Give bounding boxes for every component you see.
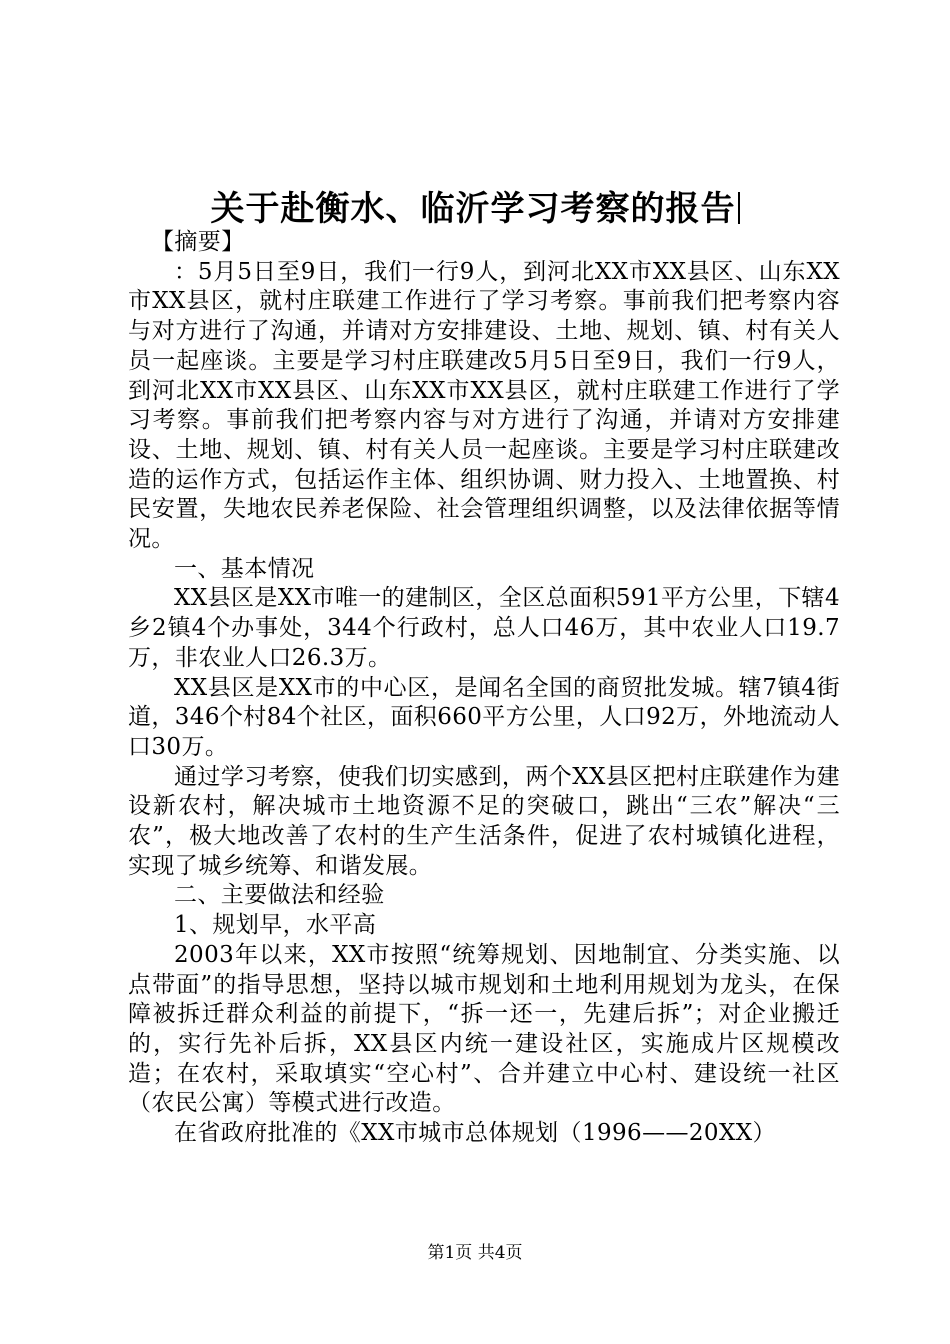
paragraph-district-2: XX县区是XX市的中心区，是闻名全国的商贸批发城。辖7镇4街道，346个村84个社区，面积660平方公里，人口92万，外地流动人口30万。 <box>128 674 840 760</box>
page-footer: 第1页 共4页 <box>427 1243 523 1263</box>
paragraph-district-1: XX县区是XX市唯一的建制区，全区总面积591平方公里，下辖4乡2镇4个办事处，344个行政村，总人口46万，其中农业人口19.7万，非农业人口26.3万。 <box>128 585 840 671</box>
document-body <box>128 228 840 1149</box>
abstract-label: 【摘要】 <box>151 229 245 255</box>
text-cursor <box>738 192 740 224</box>
subheading-planning: 1、规划早，水平高 <box>174 912 377 939</box>
section-heading-basic: 一、基本情况 <box>174 555 315 582</box>
title-text: 关于赴衡水、临沂学习考察的报告 <box>210 189 736 229</box>
paragraph-planning: 2003年以来，XX市按照“统筹规划、因地制宜、分类实施、以点带面”的指导思想，坚持以城市规划和土地利用规划为龙头，在保障被拆迁群众利益的前提下，“拆一还一，先建后拆”；对企业搬迁的，实行先补后拆，XX县区内统一建设社区，实施成片区规模改造；在农村，采取填实“空心村”、合并建立中心村、建设统一社区（农民公寓）等模式进行改造。 <box>128 941 840 1117</box>
paragraph-summary: 通过学习考察，使我们切实感到，两个XX县区把村庄联建作为建设新农村，解决城市土地资源不足的突破口，跳出“三农”解决“三农”，极大地改善了农村的生产生活条件，促进了农村城镇化进程，实现了城乡统筹、和谐发展。 <box>128 763 840 879</box>
paragraph-provincial-plan: 在省政府批准的《XX市城市总体规划（1996——20XX） <box>174 1120 776 1147</box>
document-title <box>0 186 950 232</box>
abstract-paragraph: ：5月5日至9日，我们一行9人，到河北XX市XX县区、山东XX市XX县区，就村庄联建工作进行了学习考察。事前我们把考察内容与对方进行了沟通，并请对方安排建设、土地、规划、镇、村有关人员一起座谈。主要是学习村庄联建改5月5日至9日，我们一行9人，到河北XX市XX县区、山东XX市XX县区，就村庄联建工作进行了学习考察。事前我们把考察内容与对方进行了沟通，并请对方安排建设、土地、规划、镇、村有关人员一起座谈。主要是学习村庄联建改造的运作方式，包括运作主体、组织协调、财力投入、土地置换、村民安置，失地农民养老保险、社会管理组织调整，以及法律依据等情况。 <box>128 258 840 553</box>
section-heading-practices: 二、主要做法和经验 <box>174 882 385 909</box>
